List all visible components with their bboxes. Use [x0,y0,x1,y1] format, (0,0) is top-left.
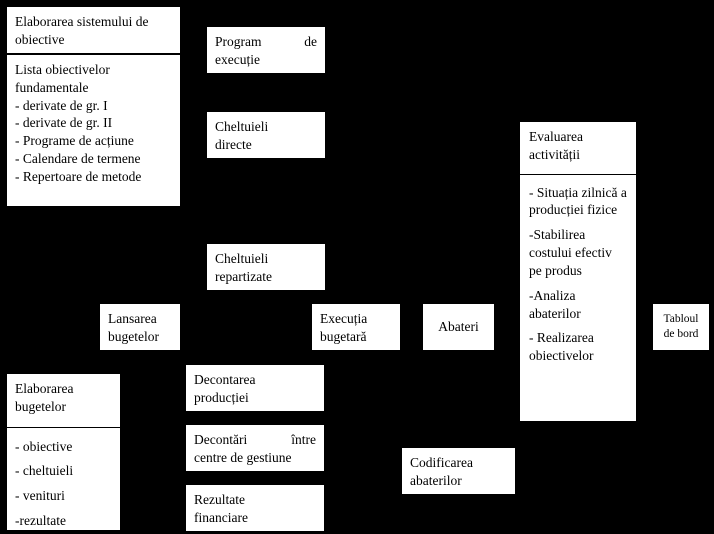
list-item: -Analiza abaterilor [529,287,581,321]
box-program-de-executie [206,26,326,74]
list-item: - obiective [15,438,73,454]
box-abateri [422,303,495,351]
box-title-line2: bugetelor [15,398,66,414]
list-item: - Realizarea obiectivelor [529,330,594,364]
list-item: - Programe de acțiune [15,133,134,149]
box-text-line2: repartizate [215,268,272,284]
box-text-line1: Cheltuieli [215,119,269,134]
box-text-line1: Decontarea [194,372,256,387]
divider [520,174,636,175]
list-item: - derivate de gr. II [15,115,113,131]
list-item: -Stabilirea costului efectiv pe produs [529,227,612,278]
box-text-line1b: între [291,432,316,447]
box-codificarea-abaterilor [401,447,516,495]
box-rezultate-financiare [185,484,325,532]
box-text-line1: Cheltuieli [215,251,269,266]
box-text-line1: Lansarea [108,311,157,326]
box-elaborarea-bugetelor [6,373,121,531]
list-item: - venituri [15,488,65,504]
box-lansarea-bugetelor [99,303,181,351]
box-text-line1b: de [304,34,317,49]
box-evaluarea-activitatii [519,121,637,422]
divider [7,427,120,428]
box-text-line2: centre de gestiune [194,449,292,465]
list-item: - Calendare de termene [15,151,141,167]
box-executia-bugetara [311,303,401,351]
box-text-line1a: Decontări [194,432,248,447]
box-title: Lista obiectivelor fundamentale [15,62,110,95]
list-item: - Repertoare de metode [15,168,142,184]
box-text-line2: directe [215,136,252,152]
box-text-line1: Codificarea [410,455,473,470]
box-text-line2: producției [194,389,249,405]
box-title-line1: Evaluarea [529,129,583,144]
box-text-line2: financiare [194,509,248,525]
box-text-line1: Execuția [320,311,368,326]
box-title-line2: activității [529,146,580,162]
box-text-line2: abaterilor [410,472,462,488]
box-decontarea-productiei [185,364,325,412]
box-text: Elaborarea sistemului de obiective [15,14,149,47]
box-text-line1: Tabloul [663,312,699,325]
box-text-line1: Program [215,34,262,49]
box-tabloul-de-bord [652,303,710,351]
box-lista-obiectivelor-fundamentale [6,54,181,207]
box-decontari-intre-centre-de-gestiune [185,424,325,472]
box-text-line2: de bord [663,328,699,340]
box-cheltuieli-directe [206,111,326,159]
box-cheltuieli-repartizate [206,243,326,291]
list-item: - derivate de gr. I [15,97,108,113]
box-text-line2: bugetară [320,328,367,344]
box-text-line2: bugetelor [108,328,159,344]
box-text: Abateri [438,319,479,335]
list-item: - cheltuieli [15,463,74,479]
box-title-line1: Elaborarea [15,381,74,396]
box-elaborarea-sistemului-de-obiective [6,6,181,54]
box-text-line1: Rezultate [194,492,245,507]
box-text-line2: execuție [215,51,260,67]
list-item: - Situația zilnică a producției fizice [529,184,627,218]
list-item: -rezultate [15,513,66,529]
